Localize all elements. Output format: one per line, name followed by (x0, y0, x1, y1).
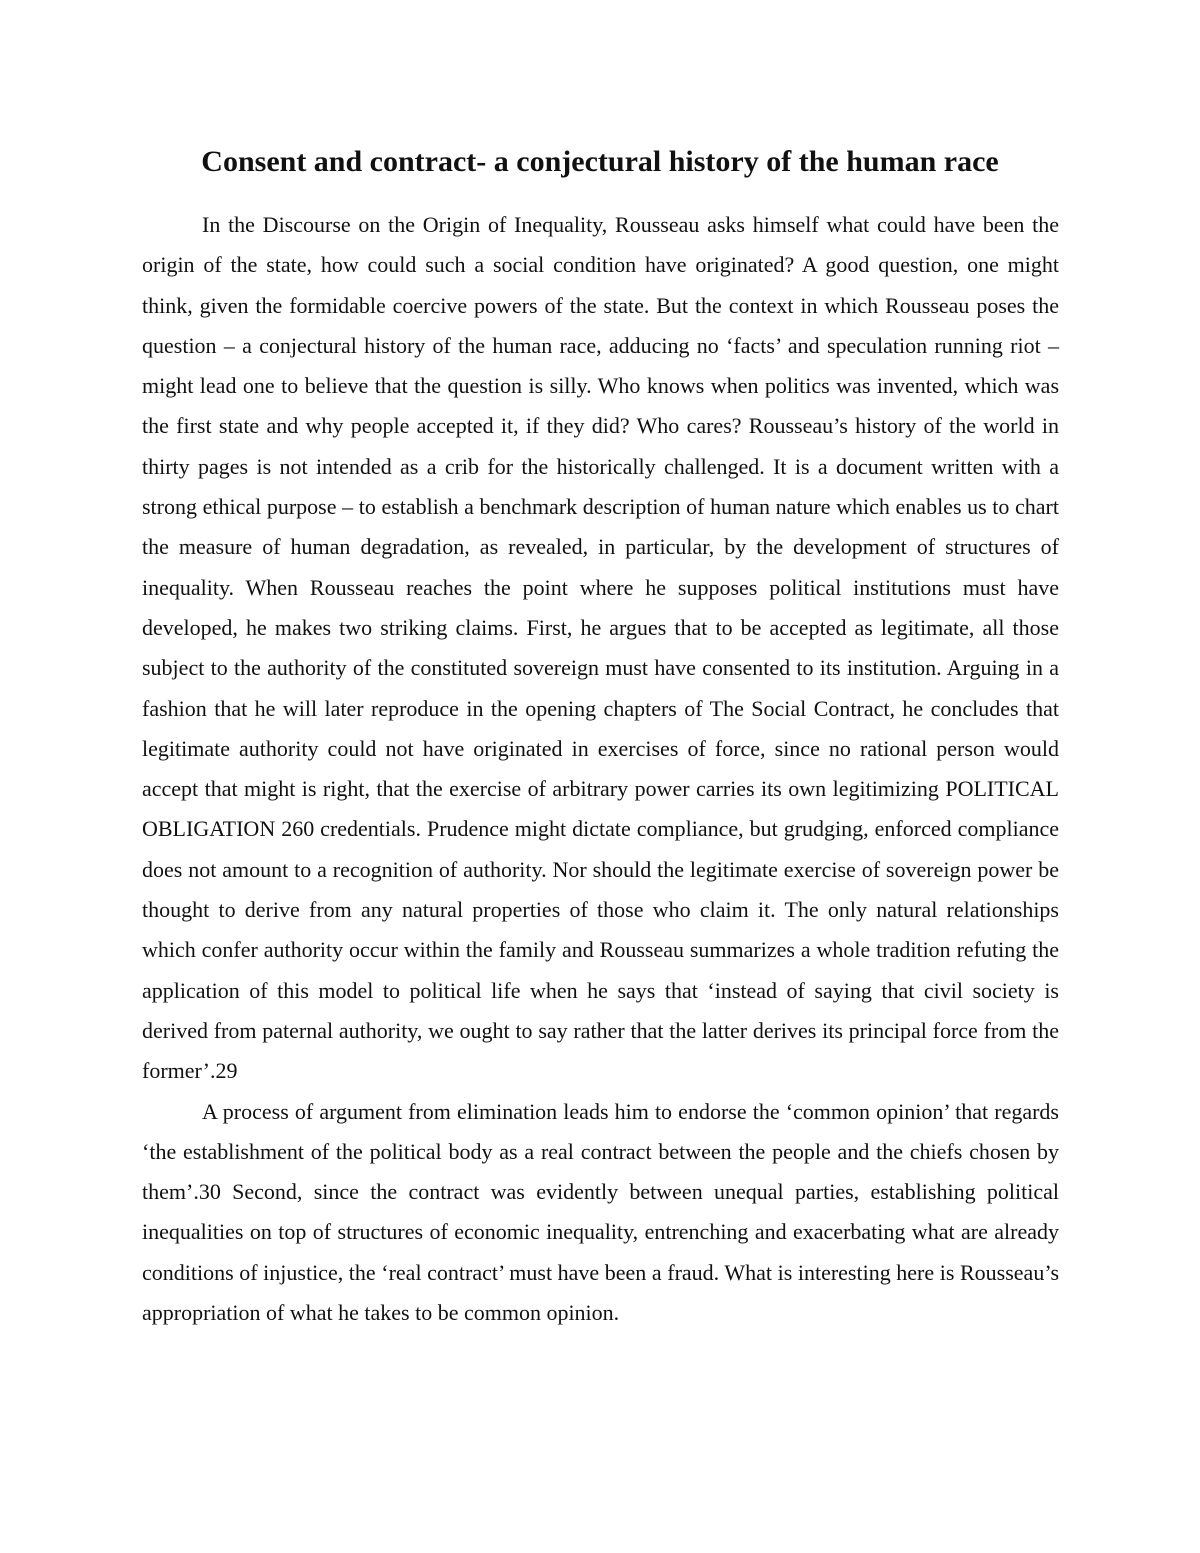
body-text (142, 205, 1059, 1333)
paragraph-2: A process of argument from elimination leads him to endorse the ‘common opinion’ that regards ‘the establishment of the political body as a real contract between the people and the chiefs chosen by them’.30 Second, since the contract was evidently between unequal parties, establishing political inequalities on top of structures of economic inequality, entrenching and exacerbating what are already conditions of injustice, the ‘real contract’ must have been a fraud. What is interesting here is Rousseau’s appropriation of what he takes to be common opinion. (142, 1098, 1059, 1326)
paragraph-1: In the Discourse on the Origin of Inequality, Rousseau asks himself what could have been the origin of the state, how could such a social condition have originated? A good question, one might think, given the formidable coercive powers of the state. But the context in which Rousseau poses the question – a conjectural history of the human race, adducing no ‘facts’ and speculation running riot – might lead one to believe that the question is silly. Who knows when politics was invented, which was the first state and why people accepted it, if they did? Who cares? Rousseau’s history of the world in thirty pages is not intended as a crib for the historically challenged. It is a document written with a strong ethical purpose – to establish a benchmark description of human nature which enables us to chart the measure of human degradation, as revealed, in particular, by the development of structures of inequality. When Rousseau reaches the point where he supposes political institutions must have developed, he makes two striking claims. First, he argues that to be accepted as legitimate, all those subject to the authority of the constituted sovereign must have consented to its institution. Arguing in a fashion that he will later reproduce in the opening chapters of The Social Contract, he concludes that legitimate authority could not have originated in exercises of force, since no rational person would accept that might is right, that the exercise of arbitrary power carries its own legitimizing POLITICAL OBLIGATION 260 credentials. Prudence might dictate compliance, but grudging, enforced compliance does not amount to a recognition of authority. Nor should the legitimate exercise of sovereign power be thought to derive from any natural properties of those who claim it. The only natural relationships which confer authority occur within the family and Rousseau summarizes a whole tradition refuting the application of this model to political life when he says that ‘instead of saying that civil society is derived from paternal authority, we ought to say rather that the latter derives its principal force from the former’.29 (142, 212, 1059, 1084)
page-title: Consent and contract- a conjectural history of the human race (201, 145, 999, 178)
